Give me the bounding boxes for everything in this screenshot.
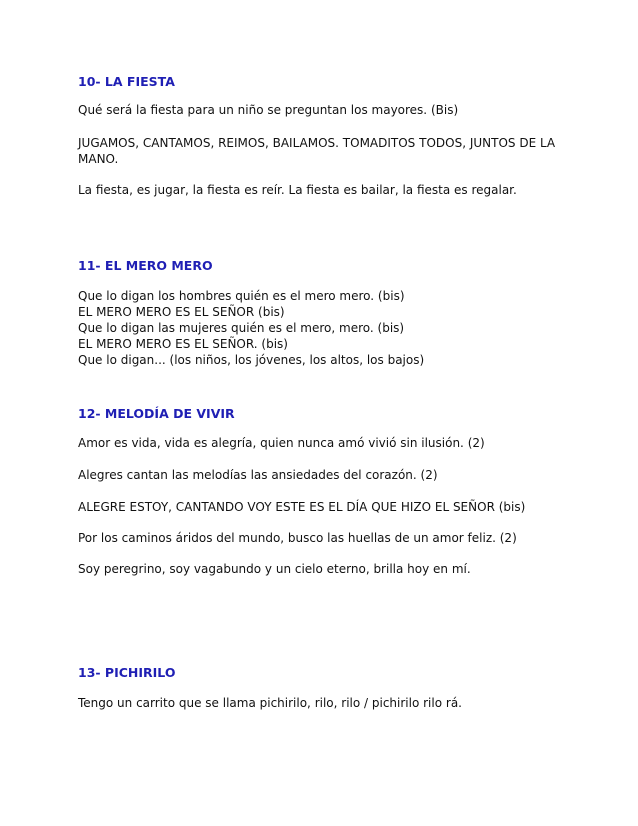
verse-line: Alegres cantan las melodías las ansiedades del corazón. (2) [78, 468, 438, 482]
verse-line: Amor es vida, vida es alegría, quien nunca amó vivió sin ilusión. (2) [78, 436, 485, 450]
verse-line: La fiesta, es jugar, la fiesta es reír. La fiesta es bailar, la fiesta es regalar. [78, 183, 517, 197]
song-section-la-fiesta [78, 74, 558, 197]
verse-line: Tengo un carrito que se llama pichirilo, rilo, rilo / pichirilo rilo rá. [78, 696, 462, 710]
song-section-pichirilo [78, 665, 558, 710]
song-heading: 10- LA FIESTA [78, 74, 175, 89]
song-heading: 13- PICHIRILO [78, 665, 176, 680]
lyric-line: EL MERO MERO ES EL SEÑOR. (bis) [78, 337, 288, 351]
song-heading: 12- MELODÍA DE VIVIR [78, 406, 235, 421]
lyric-line: Que lo digan los hombres quién es el mero mero. (bis) [78, 289, 405, 303]
lyric-line: EL MERO MERO ES EL SEÑOR (bis) [78, 305, 285, 319]
chorus-line: ALEGRE ESTOY, CANTANDO VOY ESTE ES EL DÍA QUE HIZO EL SEÑOR (bis) [78, 500, 526, 514]
chorus-line: JUGAMOS, CANTAMOS, REIMOS, BAILAMOS. TOMADITOS TODOS, JUNTOS DE LA [78, 136, 556, 150]
verse-line: Soy peregrino, soy vagabundo y un cielo eterno, brilla hoy en mí. [78, 562, 471, 576]
chorus-line-continued: MANO. [78, 152, 119, 166]
song-lyrics-block [78, 288, 424, 368]
lyric-line: Que lo digan... (los niños, los jóvenes, los altos, los bajos) [78, 353, 425, 367]
verse-line: Qué será la fiesta para un niño se preguntan los mayores. (Bis) [78, 103, 459, 117]
lyric-line: Que lo digan las mujeres quién es el mero, mero. (bis) [78, 321, 405, 335]
verse-line: Por los caminos áridos del mundo, busco las huellas de un amor feliz. (2) [78, 531, 517, 545]
song-section-melodia-de-vivir [78, 406, 558, 576]
song-section-el-mero-mero [78, 258, 558, 367]
song-heading: 11- EL MERO MERO [78, 258, 213, 273]
